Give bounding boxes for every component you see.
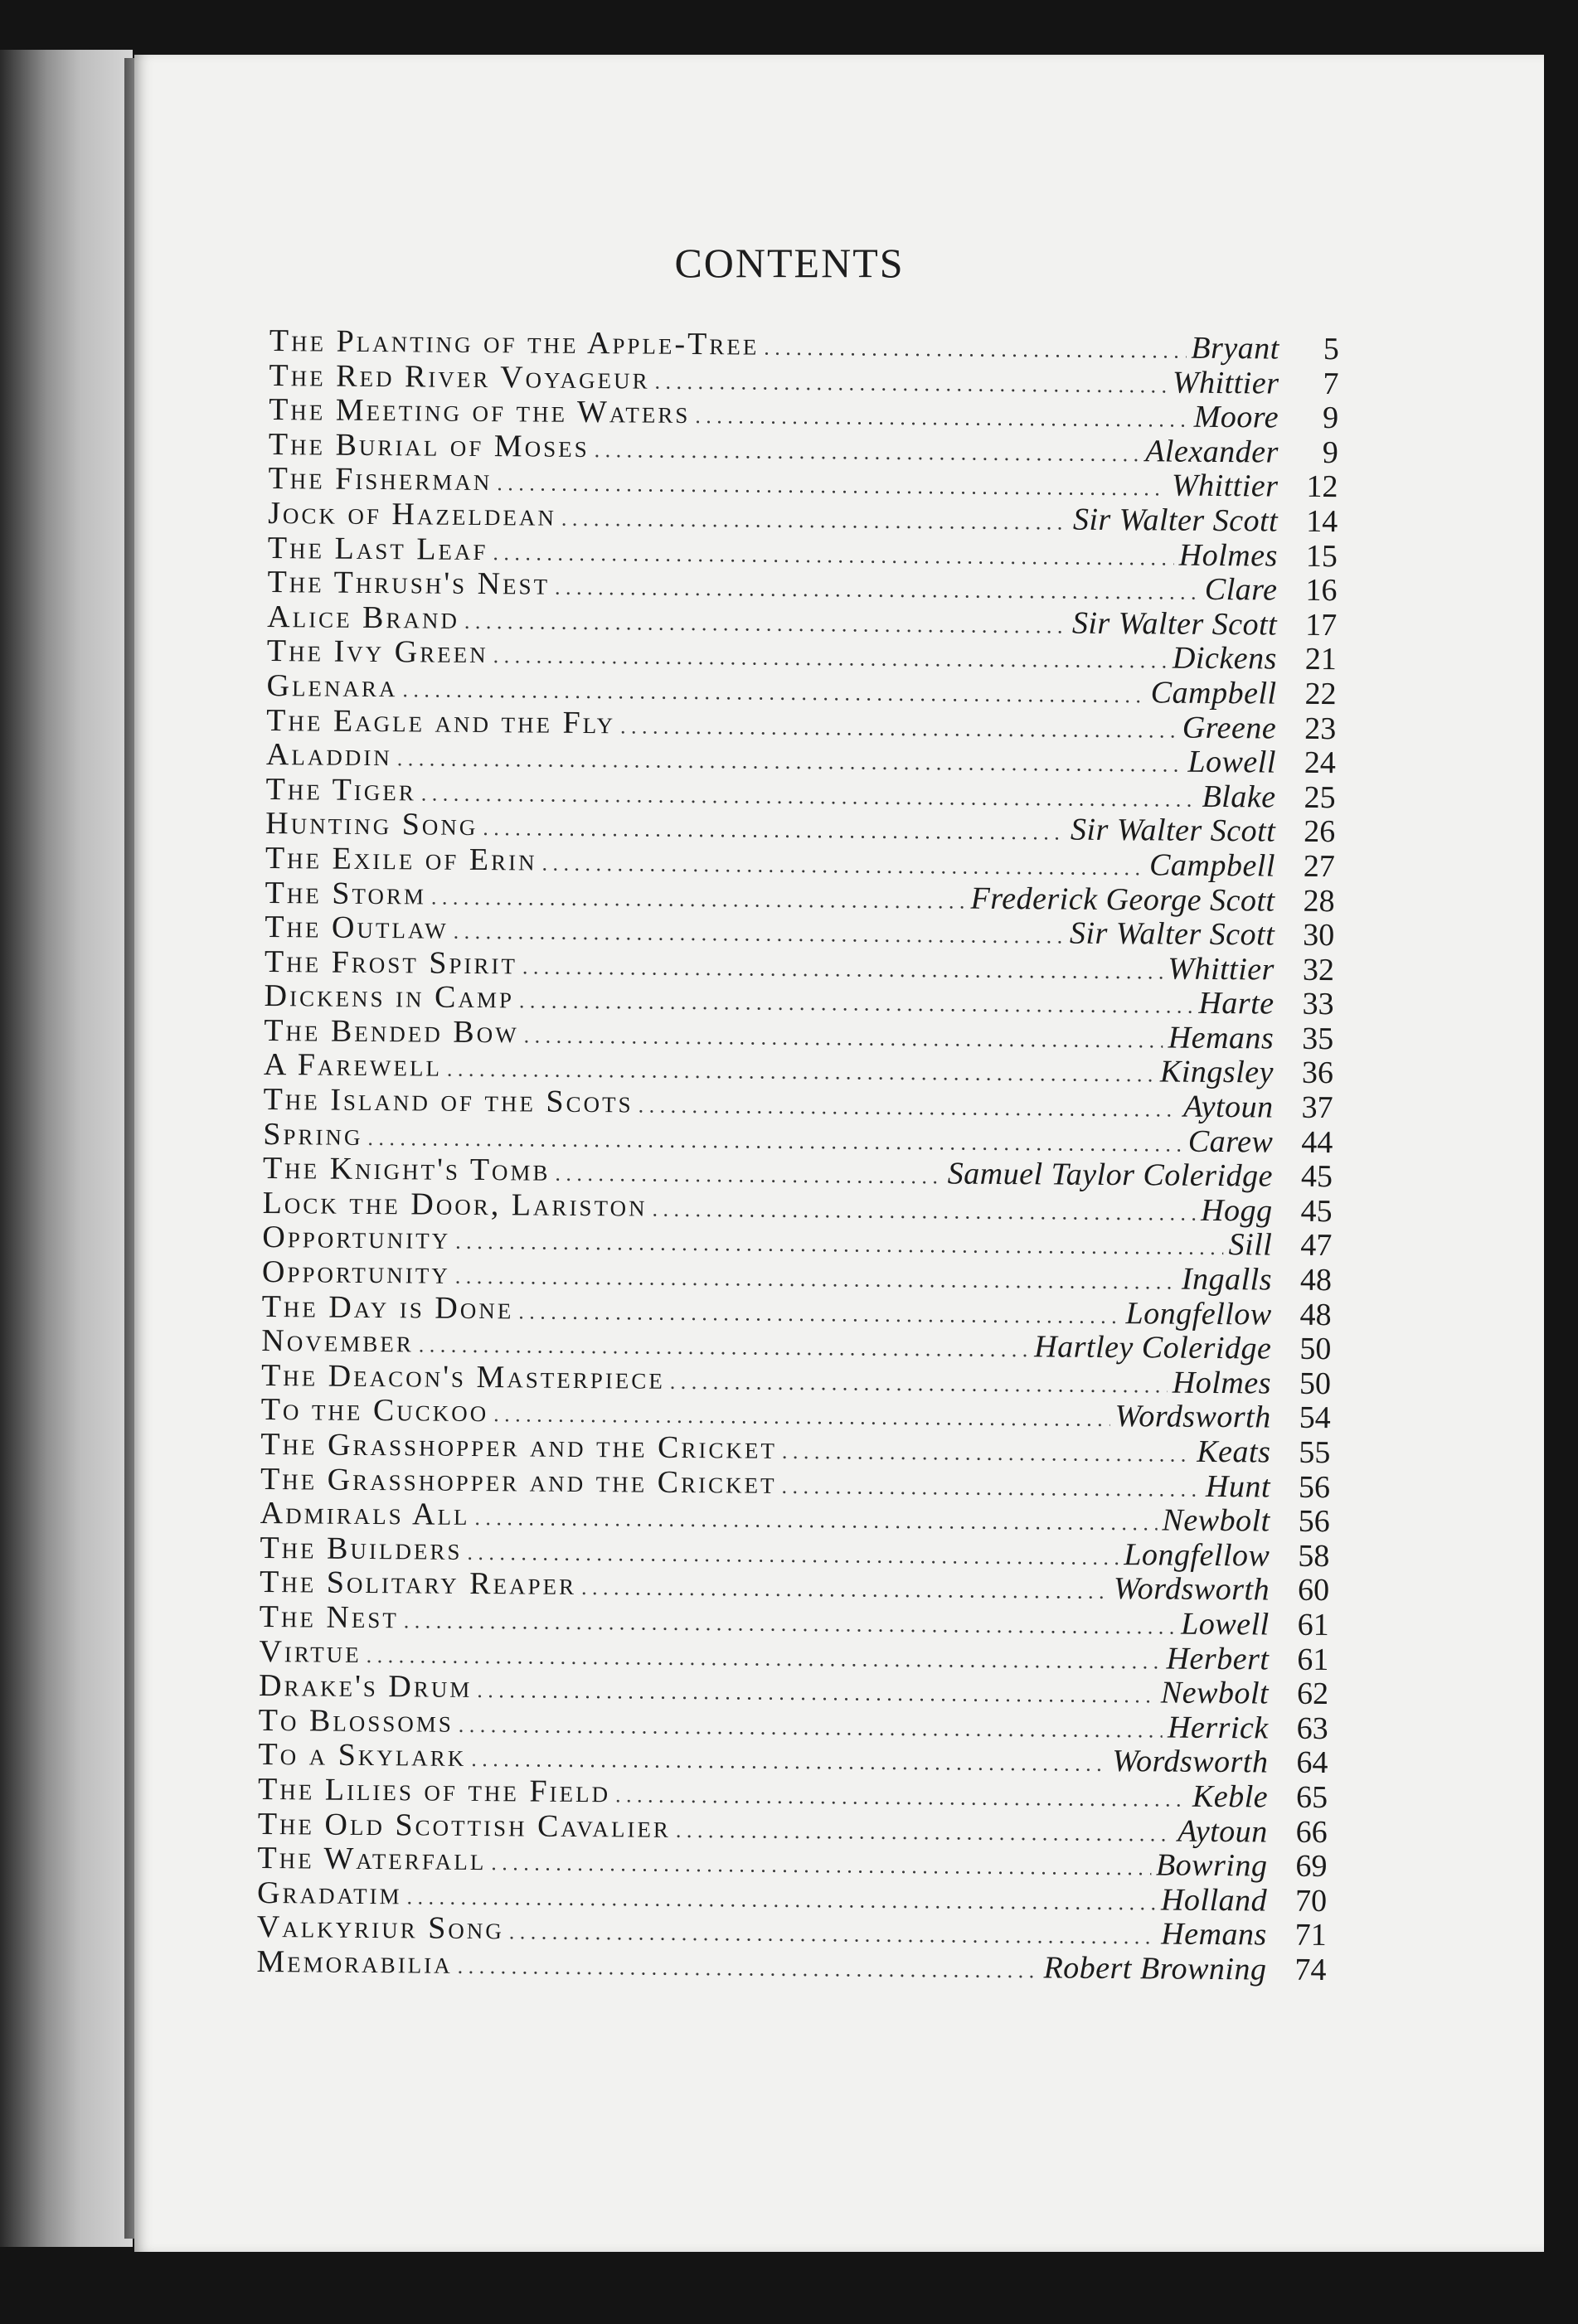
entry-page-number: 21: [1304, 642, 1338, 677]
entry-author: Sir Walter Scott: [1072, 502, 1279, 539]
entry-page-number: 58: [1298, 1538, 1330, 1574]
entry-author: Frederick George Scott: [970, 881, 1275, 919]
entry-title: Spring: [263, 1116, 363, 1152]
dot-leader: [404, 1604, 1177, 1644]
entry-page-number: 47: [1300, 1228, 1333, 1264]
entry-page-number: 48: [1299, 1262, 1333, 1298]
entry-page-number: 27: [1303, 848, 1336, 885]
entry-page-number: 70: [1294, 1883, 1328, 1919]
entry-title: The Red River Voyageur: [269, 357, 650, 396]
entry-page-number: 45: [1300, 1193, 1333, 1229]
contents-list: [256, 324, 1339, 1988]
entry-author: Samuel Taylor Coleridge: [947, 1156, 1274, 1194]
entry-title: The Solitary Reaper: [259, 1565, 577, 1603]
entry-title: The Day is Done: [261, 1288, 514, 1326]
dot-leader: [431, 880, 966, 919]
entry-author: Dickens: [1172, 640, 1278, 677]
entry-author: Whittier: [1171, 468, 1279, 504]
entry-author: Holmes: [1178, 537, 1279, 574]
entry-page-number: 5: [1323, 331, 1339, 367]
dot-leader: [652, 1192, 1196, 1231]
entry-author: Ingalls: [1181, 1261, 1273, 1298]
entry-author: Robert Browning: [1043, 1950, 1267, 1987]
entry-title: Lock the Door, Lariston: [262, 1185, 648, 1224]
entry-author: Clare: [1204, 572, 1278, 608]
entry-title: The Waterfall: [257, 1841, 487, 1878]
dot-leader: [522, 949, 1163, 989]
entry-title: The Burial of Moses: [268, 426, 590, 464]
entry-author: Wordsworth: [1112, 1744, 1269, 1780]
entry-author: Sill: [1228, 1227, 1273, 1263]
entry-page-number: 66: [1295, 1814, 1328, 1850]
entry-page-number: 71: [1294, 1918, 1327, 1953]
entry-page-number: 65: [1295, 1779, 1328, 1816]
book-page: [134, 55, 1544, 2252]
entry-page-number: 32: [1302, 952, 1335, 987]
entry-title: To a Skylark: [258, 1737, 467, 1774]
entry-page-number: 56: [1298, 1503, 1330, 1540]
entry-author: Aytoun: [1182, 1089, 1274, 1125]
entry-title: Opportunity: [261, 1254, 451, 1291]
entry-page-number: 50: [1299, 1332, 1332, 1367]
binding-edge: [0, 50, 133, 2247]
dot-leader: [782, 1434, 1192, 1472]
entry-page-number: 56: [1298, 1469, 1331, 1505]
entry-page-number: 44: [1301, 1124, 1333, 1160]
entry-page-number: 7: [1323, 366, 1339, 401]
entry-page-number: 60: [1297, 1573, 1330, 1608]
dot-leader: [454, 915, 1066, 953]
entry-page-number: 36: [1301, 1055, 1334, 1091]
entry-page-number: 61: [1297, 1642, 1329, 1677]
entry-title: To the Cuckoo: [260, 1392, 489, 1429]
entry-page-number: 12: [1306, 469, 1338, 505]
dot-leader: [615, 1778, 1187, 1817]
dot-leader: [523, 1018, 1163, 1058]
entry-title: The Grasshopper and the Cricket: [260, 1426, 778, 1466]
dot-leader: [497, 467, 1167, 507]
entry-page-number: 23: [1304, 711, 1337, 746]
dot-leader: [491, 1846, 1151, 1885]
dot-leader: [459, 1708, 1163, 1748]
entry-title: Gradatim: [256, 1875, 402, 1912]
dot-leader: [620, 709, 1177, 748]
entry-author: Aytoun: [1177, 1813, 1268, 1850]
entry-author: Wordsworth: [1113, 1571, 1270, 1608]
entry-author: Kingsley: [1159, 1054, 1275, 1091]
entry-author: Hunt: [1205, 1468, 1271, 1505]
dot-leader: [595, 433, 1141, 472]
entry-page-number: 45: [1300, 1159, 1333, 1195]
entry-title: The Thrush's Nest: [267, 565, 551, 602]
entry-title: Opportunity: [262, 1220, 451, 1257]
entry-title: Virtue: [259, 1633, 362, 1670]
entry-author: Herbert: [1166, 1641, 1270, 1677]
entry-title: November: [261, 1323, 414, 1360]
entry-title: Memorabilia: [256, 1943, 453, 1981]
entry-title: Admirals All: [260, 1496, 470, 1533]
entry-author: Hartley Coleridge: [1034, 1329, 1272, 1366]
dot-leader: [458, 1949, 1039, 1988]
entry-title: Valkyriur Song: [256, 1909, 505, 1947]
entry-author: Holmes: [1172, 1365, 1272, 1401]
entry-title: The Island of the Scots: [263, 1082, 634, 1120]
entry-author: Keats: [1197, 1434, 1271, 1470]
entry-author: Longfellow: [1124, 1536, 1270, 1574]
entry-page-number: 62: [1296, 1676, 1329, 1712]
entry-author: Campbell: [1150, 675, 1277, 711]
entry-title: The Eagle and the Fly: [266, 702, 616, 740]
dot-leader: [464, 604, 1067, 643]
dot-leader: [455, 1225, 1224, 1265]
entry-author: Hogg: [1201, 1192, 1273, 1229]
entry-author: Hemans: [1161, 1916, 1267, 1953]
dot-leader: [493, 638, 1168, 678]
dot-leader: [676, 1812, 1173, 1851]
entry-page-number: 55: [1299, 1434, 1331, 1471]
entry-page-number: 9: [1322, 400, 1339, 436]
entry-title: The Deacon's Masterpiece: [260, 1357, 666, 1396]
entry-page-number: 28: [1303, 883, 1335, 919]
entry-title: Glenara: [266, 667, 398, 705]
entry-page-number: 37: [1301, 1089, 1333, 1126]
entry-page-number: 22: [1304, 676, 1337, 712]
entry-author: Bryant: [1191, 330, 1279, 366]
entry-page-number: 25: [1304, 779, 1336, 815]
dot-leader: [781, 1468, 1201, 1506]
entry-title: The Nest: [259, 1599, 400, 1636]
entry-page-number: 15: [1305, 538, 1338, 574]
entry-author: Lowell: [1181, 1606, 1270, 1642]
entry-page-number: 30: [1303, 917, 1335, 953]
entry-author: Newbolt: [1160, 1675, 1270, 1711]
entry-author: Whittier: [1172, 365, 1279, 401]
entry-page-number: 50: [1299, 1366, 1332, 1401]
entry-page-number: 61: [1297, 1607, 1329, 1643]
entry-title: The Frost Spirit: [264, 944, 518, 982]
entry-author: Hemans: [1168, 1020, 1275, 1056]
entry-page-number: 9: [1322, 434, 1338, 470]
entry-author: Wordsworth: [1114, 1399, 1271, 1435]
page-title: CONTENTS: [674, 240, 905, 286]
entry-author: Newbolt: [1162, 1502, 1270, 1539]
dot-leader: [541, 847, 1144, 885]
dot-leader: [555, 570, 1200, 610]
dot-leader: [397, 741, 1183, 782]
entry-title: The Storm: [265, 875, 427, 912]
entry-page-number: 69: [1295, 1848, 1328, 1885]
entry-page-number: 74: [1294, 1952, 1327, 1987]
entry-title: The Planting of the Apple-Tree: [269, 323, 760, 362]
entry-title: Jock of Hazeldean: [268, 495, 557, 533]
entry-title: The Meeting of the Waters: [269, 392, 691, 431]
dot-leader: [493, 536, 1174, 575]
entry-title: The Outlaw: [265, 910, 449, 946]
entry-page-number: 35: [1302, 1021, 1334, 1056]
dot-leader: [519, 984, 1194, 1024]
contents-entry: [256, 1945, 1326, 1988]
entry-page-number: 14: [1306, 503, 1338, 540]
entry-author: Lowell: [1187, 744, 1277, 780]
entry-author: Sir Walter Scott: [1071, 605, 1278, 643]
dot-leader: [421, 776, 1197, 817]
entry-page-number: 26: [1304, 814, 1336, 850]
entry-author: Harte: [1198, 986, 1275, 1021]
entry-author: Holland: [1160, 1882, 1268, 1919]
entry-page-number: 63: [1296, 1710, 1328, 1746]
dot-leader: [670, 1365, 1168, 1403]
entry-page-number: 54: [1299, 1400, 1331, 1436]
dot-leader: [518, 1294, 1121, 1333]
entry-title: Dickens in Camp: [264, 978, 515, 1016]
entry-title: The Old Scottish Cavalier: [257, 1806, 672, 1845]
entry-author: Moore: [1193, 399, 1279, 435]
entry-title: To Blossoms: [258, 1702, 454, 1739]
entry-title: Alice Brand: [267, 599, 460, 636]
entry-title: The Exile of Erin: [265, 840, 537, 878]
entry-title: Drake's Drum: [258, 1668, 473, 1705]
entry-page-number: 16: [1305, 572, 1338, 609]
dot-leader: [638, 1089, 1178, 1128]
entry-author: Campbell: [1148, 847, 1276, 884]
entry-title: The Knight's Tomb: [262, 1151, 551, 1188]
dot-leader: [581, 1570, 1109, 1609]
entry-title: The Bended Bow: [264, 1012, 519, 1050]
entry-author: Blake: [1202, 779, 1276, 815]
entry-page-number: 24: [1304, 745, 1337, 781]
entry-author: Sir Walter Scott: [1070, 812, 1276, 849]
dot-leader: [477, 1673, 1156, 1713]
dot-leader: [764, 331, 1186, 369]
entry-title: The Last Leaf: [267, 530, 488, 567]
entry-author: Sir Walter Scott: [1069, 915, 1275, 953]
entry-title: Hunting Song: [265, 806, 478, 843]
entry-author: Whittier: [1168, 951, 1275, 987]
dot-leader: [483, 811, 1066, 850]
entry-title: The Grasshopper and the Cricket: [260, 1461, 777, 1501]
entry-title: The Builders: [260, 1530, 463, 1567]
entry-page-number: 33: [1302, 987, 1334, 1022]
entry-author: Alexander: [1145, 434, 1279, 470]
entry-author: Carew: [1187, 1123, 1274, 1160]
dot-leader: [406, 1880, 1156, 1920]
entry-title: The Fisherman: [268, 461, 493, 498]
dot-leader: [561, 502, 1068, 540]
entry-title: The Tiger: [265, 771, 416, 808]
entry-title: The Ivy Green: [266, 633, 488, 671]
dot-leader: [455, 1259, 1177, 1299]
entry-title: Aladdin: [265, 737, 393, 774]
entry-page-number: 17: [1305, 607, 1338, 643]
entry-page-number: 48: [1299, 1297, 1332, 1332]
entry-author: Bowring: [1155, 1847, 1268, 1884]
dot-leader: [474, 1501, 1157, 1540]
entry-page-number: 64: [1296, 1745, 1328, 1781]
entry-author: Greene: [1182, 710, 1277, 746]
entry-title: The Lilies of the Field: [257, 1771, 611, 1810]
entry-author: Keble: [1192, 1778, 1269, 1815]
entry-author: Herrick: [1167, 1710, 1269, 1746]
entry-author: Longfellow: [1125, 1295, 1272, 1332]
dot-leader: [509, 1915, 1157, 1955]
entry-title: A Farewell: [263, 1047, 443, 1084]
dot-leader: [695, 399, 1189, 437]
dot-leader: [654, 364, 1168, 402]
